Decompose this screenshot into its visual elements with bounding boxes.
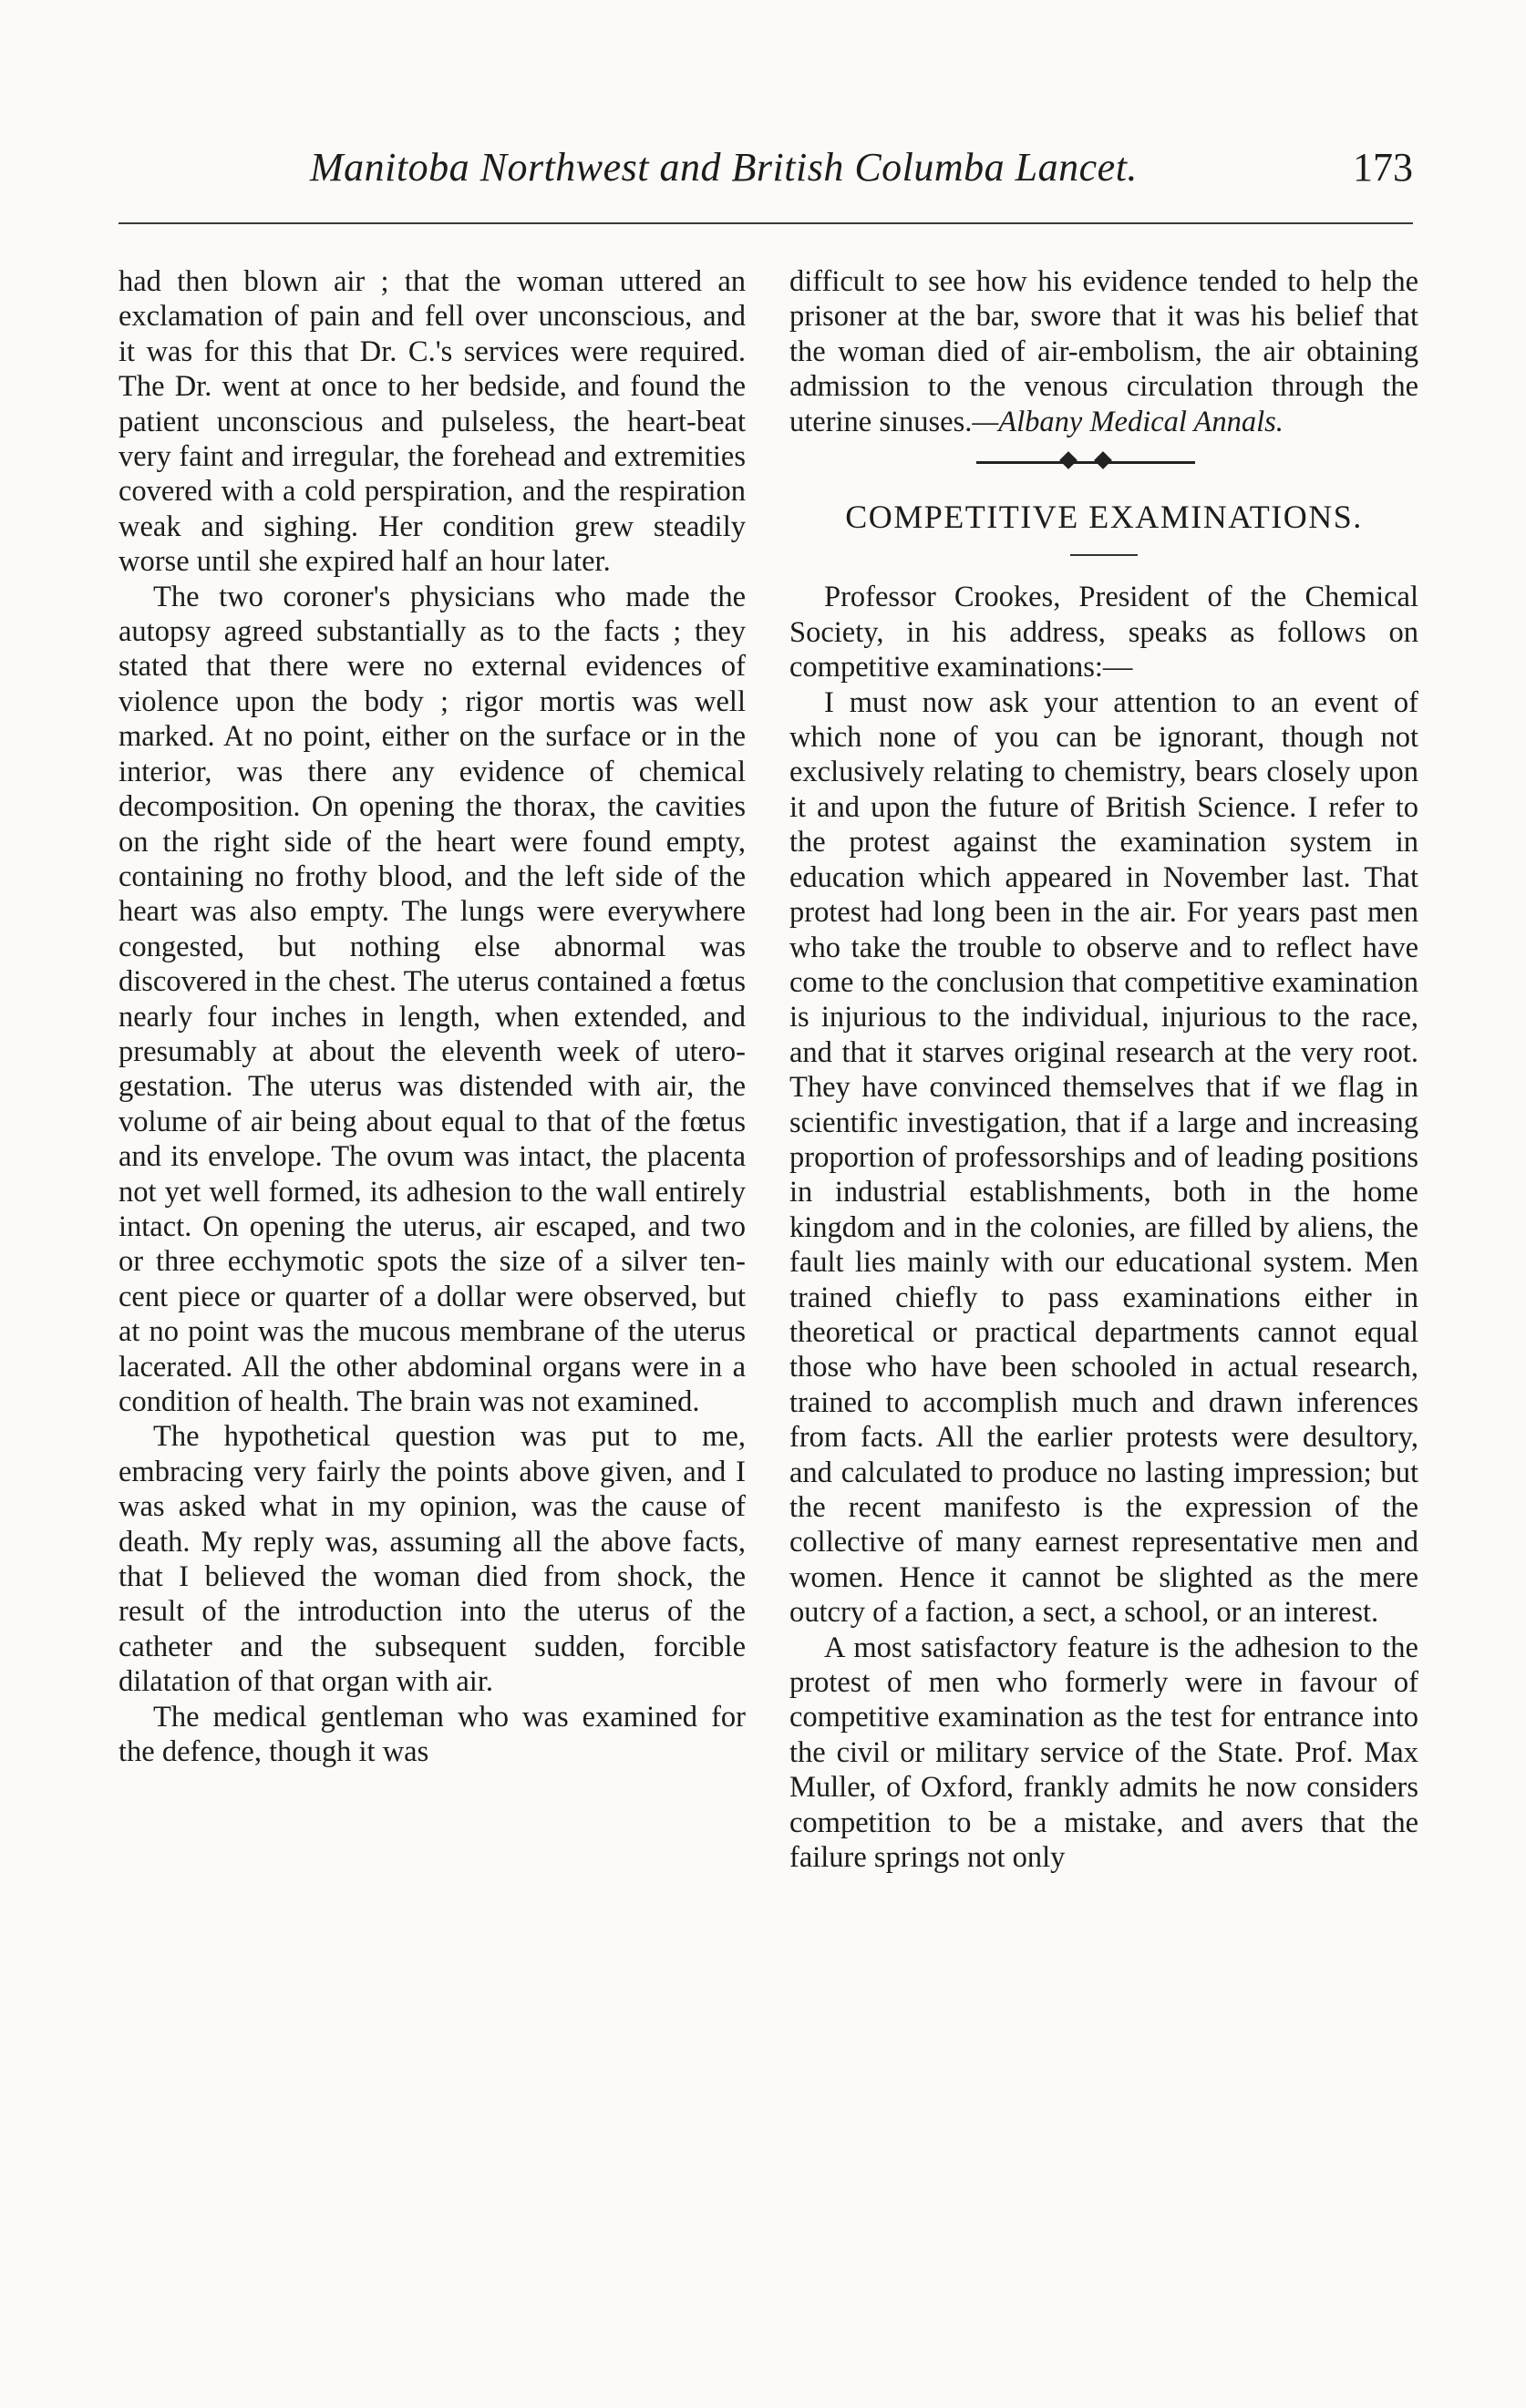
paragraph: The medical gentleman who was examined for the defence, though it was bbox=[119, 1700, 746, 1769]
right-column bbox=[789, 264, 1418, 1875]
header-rule bbox=[119, 222, 1413, 224]
ornament-rule bbox=[976, 461, 1195, 464]
heading-rule bbox=[1070, 554, 1138, 556]
paragraph: The two coroner's physicians who made the autopsy agreed substantially as to the facts ; they stated that there were no external evidences of violence upon the body ; rigor mortis was well marked. At no point, either on the surface or in the interior, was there any evidence of chemical decomposition. On opening the thorax, the cavities on the right side of the heart were found empty, containing no frothy blood, and the left side of the heart was also empty. The lungs were everywhere congested, but nothing else abnormal was discovered in the chest. The uterus contained a fœtus nearly four inches in length, when extended, and presumably at about the eleventh week of utero-gestation. The uterus was distended with air, the volume of air being about equal to that of the fœtus and its envelope. The ovum was intact, the placenta not yet well formed, its adhesion to the wall entirely intact. On opening the uterus, air escaped, and two or three ecchymotic spots the size of a silver ten-cent piece or quarter of a dollar were observed, but at no point was the mucous membrane of the uterus lacerated. All the other abdominal organs were in a condition of health. The brain was not examined. bbox=[119, 580, 747, 1418]
paragraph: A most satisfactory feature is the adhesion to the protest of men who formerly were in favour of competitive examination as the test for entrance into the civil or military service of the State. Prof. Max Muller, of Oxford, frankly admits he now considers competition to be a mistake, and avers that the failure springs not only bbox=[789, 1631, 1418, 1875]
section-heading: COMPETITIVE EXAMINATIONS. bbox=[845, 499, 1363, 536]
ornament-diamond-icon bbox=[1059, 451, 1077, 469]
running-title: Manitoba Northwest and British Columba Lancet. bbox=[310, 145, 1138, 190]
continuation-paragraph bbox=[789, 264, 1418, 439]
paragraph: The hypothetical question was put to me, embracing very fairly the points above given, and I was asked what in my opinion, was the cause of death. My reply was, assuming all the above facts, that I believed the woman died from shock, the result of the introduction into the uterus of the catheter and the subsequent sudden, forcible dilatation of that organ with air. bbox=[119, 1420, 746, 1699]
source-citation: —Albany Medical Annals. bbox=[972, 405, 1284, 438]
continuation-text: difficult to see how his evidence tended to help the prisoner at the bar, swore that it was his belief that the woman died of air-embolism, the air obtaining admission to the venous circulation through the uterine sinuses. bbox=[789, 265, 1418, 438]
running-head bbox=[119, 137, 1413, 201]
paragraph: I must now ask your attention to an event of which none of you can be ignorant, though not exclusively relating to chemistry, bears closely upon it and upon the future of British Science. I refer to the protest against the examination system in education which appeared in November last. That protest had long been in the air. For years past men who take the trouble to observe and to reflect have come to the conclusion that competitive examination is injurious to the individual, injurious to the race, and that it starves original research at the very root. They have convinced themselves that if we flag in scientific investigation, that if a large and increasing proportion of professorships and of leading positions in industrial establishments, both in the home kingdom and in the colonies, are filled by aliens, the fault lies mainly with our educational system. Men trained chiefly to pass examinations either in theoretical or practical departments cannot equal those who have been schooled in actual research, trained to accomplish much and drawn inferences from facts. All the earlier protests were desultory, and calculated to produce no lasting impression; but the recent manifesto is the expression of the collective of many earnest representative men and women. Hence it cannot be slighted as the mere outcry of a faction, a sect, a school, or an interest. bbox=[789, 685, 1418, 1630]
page-number: 173 bbox=[1353, 145, 1413, 190]
left-column bbox=[119, 264, 746, 1769]
section-ornament bbox=[789, 439, 1418, 490]
paragraph: had then blown air ; that the woman uttered an exclamation of pain and fell over unconscious, and it was for this that Dr. C.'s services were required. The Dr. went at once to her bedside, and found the patient unconscious and pulseless, the heart-beat very faint and irregular, the forehead and extremities covered with a cold perspiration, and the respiration weak and sighing. Her condition grew steadily worse until she expired half an hour later. bbox=[119, 265, 746, 579]
ornament-diamond-icon bbox=[1094, 451, 1112, 469]
paragraph: Professor Crookes, President of the Chemical Society, in his address, speaks as follows on competitive examinations:— bbox=[789, 581, 1418, 684]
